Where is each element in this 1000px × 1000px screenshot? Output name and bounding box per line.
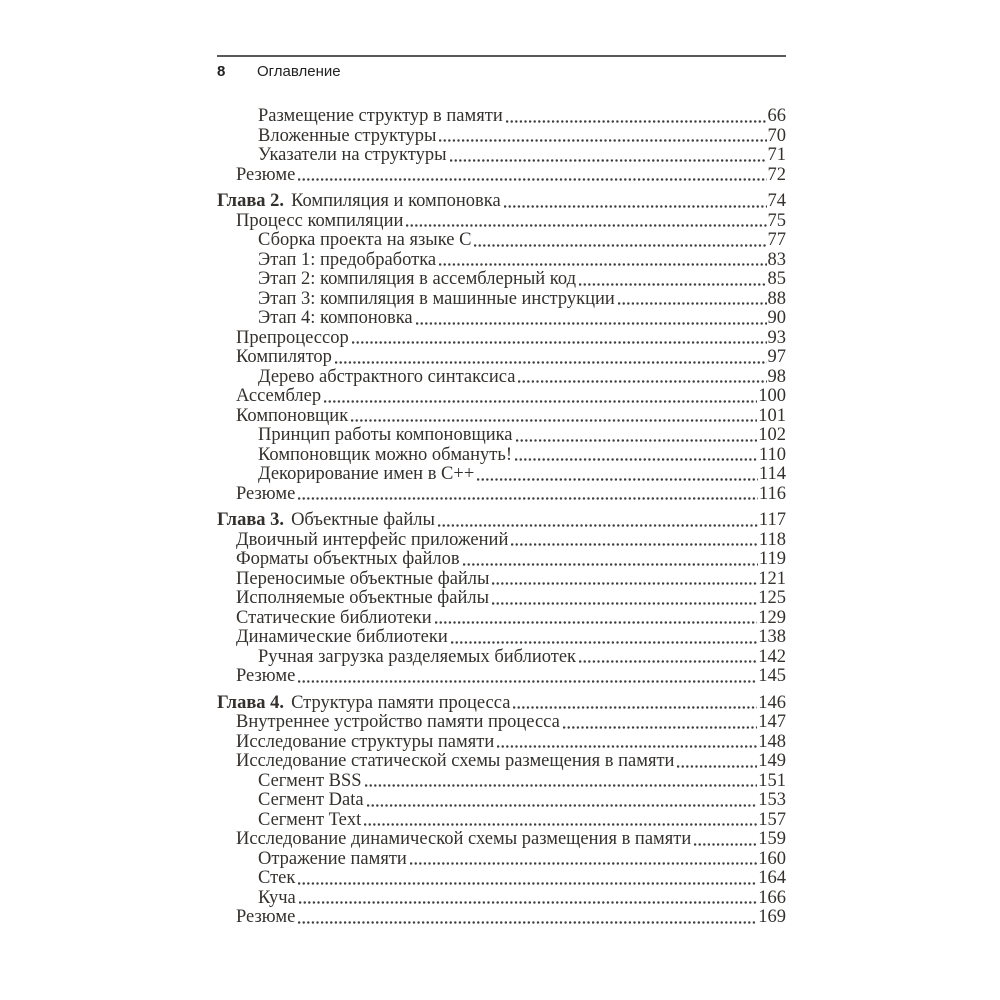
toc-entry-title: Объектные файлы (291, 510, 435, 530)
toc-entry-page: 146 (758, 692, 786, 713)
dot-leader (451, 640, 758, 645)
toc-entry-title: Стек (258, 868, 296, 888)
toc-entry-page: 98 (767, 366, 786, 387)
toc-entry-title: Переносимые объектные файлы (236, 568, 490, 589)
toc-entry-page: 138 (758, 627, 786, 647)
toc-entry (217, 192, 786, 212)
toc-entry (217, 772, 786, 792)
toc-entry (217, 830, 786, 850)
toc-entry-page: 100 (758, 386, 786, 406)
dot-leader (518, 379, 766, 384)
toc-entry-page: 85 (767, 269, 786, 289)
toc-entry-page: 117 (758, 510, 786, 530)
toc-entry (217, 446, 786, 466)
toc-entry-title: Принцип работы компоновщика (258, 425, 513, 445)
toc-entry-title: Вложенные структуры (258, 125, 437, 146)
toc-entry-title: Внутреннее устройство памяти процесса (236, 712, 560, 732)
toc-entry-title: Резюме (236, 164, 296, 185)
dot-leader (450, 158, 767, 163)
dot-leader (492, 581, 757, 586)
toc-entry-page: 66 (767, 106, 786, 126)
toc-entry (217, 251, 786, 271)
dot-leader (352, 340, 767, 345)
dot-leader (298, 496, 758, 501)
toc-entry-title: Компоновщик (236, 405, 349, 426)
toc-entry (217, 387, 786, 407)
dot-leader (513, 705, 757, 710)
toc-entry-page: 125 (758, 588, 786, 608)
toc-entry (217, 270, 786, 290)
dot-leader (579, 659, 757, 664)
running-header-title: Оглавление (257, 63, 341, 80)
toc-entry (217, 589, 786, 609)
toc-entry (217, 107, 786, 127)
toc-entry-title: Этап 2: компиляция в ассемблерный код (258, 269, 576, 289)
toc-entry-title: Этап 4: компоновка (258, 308, 413, 328)
toc-entry-page: 129 (758, 607, 786, 628)
toc-entry (217, 231, 786, 251)
toc-entry-page: 97 (767, 347, 786, 367)
toc-entry-title: Этап 1: предобработка (258, 249, 437, 270)
header-rule (217, 55, 786, 57)
toc-entry-page: 142 (758, 646, 786, 667)
toc-entry-title: Компоновщик можно обмануть! (258, 444, 512, 465)
toc-entry (217, 407, 786, 427)
toc-entry (217, 309, 786, 329)
toc-entry (217, 667, 786, 687)
toc-entry (217, 908, 786, 928)
dot-leader (515, 457, 758, 462)
toc-entry-title: Сегмент Text (258, 809, 362, 830)
toc-entry (217, 127, 786, 147)
toc-entry-page: 75 (767, 210, 786, 231)
toc-entry-page: 101 (758, 405, 786, 426)
toc-entry-page: 88 (767, 288, 786, 309)
toc-entry-page: 71 (767, 145, 786, 165)
toc-entry-title: Резюме (236, 666, 296, 686)
dot-leader (299, 900, 758, 905)
toc-entry-title: Сборка проекта на языке C (258, 230, 472, 250)
dot-leader (298, 881, 757, 886)
toc-entry (217, 869, 786, 889)
toc-entry (217, 791, 786, 811)
toc-entry-page: 83 (767, 249, 786, 270)
dot-leader (563, 725, 757, 730)
toc-entry-page: 114 (758, 464, 786, 484)
toc-entry (217, 511, 786, 531)
dot-leader (324, 399, 757, 404)
toc-entry-title: Исследование статической схемы размещения в памяти (236, 751, 675, 771)
toc-entry-title: Статические библиотеки (236, 607, 432, 628)
toc-entry-title: Куча (258, 887, 296, 908)
toc-entry-title: Препроцессор (236, 327, 349, 348)
toc-entry (217, 531, 786, 551)
toc-entry-page: 77 (767, 230, 786, 250)
toc-entry-title: Сегмент Data (258, 790, 364, 810)
toc-entry-page: 160 (758, 848, 786, 869)
page-number: 8 (217, 63, 226, 80)
dot-leader (474, 243, 766, 248)
toc-entry (217, 628, 786, 648)
toc-entry-page: 159 (758, 829, 786, 849)
toc-entry-title: Ассемблер (236, 386, 322, 406)
toc-entry-page: 151 (758, 770, 786, 791)
running-header (217, 62, 786, 82)
dot-leader (406, 223, 766, 228)
toc-entry-page: 116 (758, 483, 786, 504)
toc-entry-page: 70 (767, 125, 786, 146)
toc-entry (217, 752, 786, 772)
toc-entry (217, 212, 786, 232)
dot-leader (367, 803, 758, 808)
dot-leader (579, 282, 767, 287)
dot-leader (516, 438, 758, 443)
dot-leader (438, 523, 758, 528)
dot-leader (492, 601, 757, 606)
table-of-contents (217, 107, 786, 928)
toc-entry-page: 119 (758, 549, 786, 569)
dot-leader (298, 177, 766, 182)
toc-entry (217, 609, 786, 629)
toc-entry (217, 889, 786, 909)
toc-entry-page: 166 (758, 887, 786, 908)
toc-entry-title: Исследование динамической схемы размещения в памяти (236, 829, 692, 849)
toc-entry-title: Динамические библиотеки (236, 627, 448, 647)
toc-entry-title: Сегмент BSS (258, 770, 362, 791)
toc-entry-title: Резюме (236, 483, 296, 504)
toc-entry (217, 648, 786, 668)
toc-entry-page: 102 (758, 425, 786, 445)
toc-entry-title: Структура памяти процесса (291, 692, 511, 713)
toc-entry-title: Дерево абстрактного синтаксиса (258, 366, 516, 387)
toc-entry-page: 145 (758, 666, 786, 686)
dot-leader (463, 562, 758, 567)
toc-entry (217, 290, 786, 310)
toc-entry-page: 118 (758, 529, 786, 550)
dot-leader (511, 542, 758, 547)
toc-entry (217, 570, 786, 590)
toc-entry (217, 146, 786, 166)
dot-leader (364, 822, 757, 827)
toc-entry-title: Декорирование имен в C++ (258, 464, 475, 484)
toc-entry (217, 166, 786, 186)
dot-leader (410, 861, 757, 866)
toc-entry (217, 850, 786, 870)
toc-entry-title: Этап 3: компиляция в машинные инструкции (258, 288, 615, 309)
toc-entry-title: Процесс компиляции (236, 210, 404, 231)
toc-entry (217, 694, 786, 714)
dot-leader (618, 301, 767, 306)
dot-leader (351, 418, 757, 423)
toc-entry (217, 329, 786, 349)
toc-entry-page: 74 (767, 191, 786, 211)
toc-entry-page: 147 (758, 712, 786, 732)
toc-entry-title: Исполняемые объектные файлы (236, 588, 490, 608)
toc-entry-title: Компилятор (236, 347, 332, 367)
toc-entry-page: 149 (758, 751, 786, 771)
dot-leader (435, 620, 758, 625)
dot-leader (504, 204, 767, 209)
toc-entry-page: 157 (758, 809, 786, 830)
toc-entry-page: 169 (758, 907, 786, 927)
dot-leader (298, 679, 757, 684)
dot-leader (365, 783, 758, 788)
dot-leader (477, 477, 758, 482)
toc-entry-page: 164 (758, 868, 786, 888)
toc-entry-page: 93 (767, 327, 786, 348)
toc-entry-page: 72 (767, 164, 786, 185)
toc-chapter-label: Глава 3. (217, 510, 285, 530)
toc-entry (217, 348, 786, 368)
toc-entry (217, 465, 786, 485)
toc-entry-title: Исследование структуры памяти (236, 731, 495, 752)
dot-leader (439, 262, 766, 267)
dot-leader (439, 138, 766, 143)
toc-entry (217, 368, 786, 388)
toc-entry-title: Форматы объектных файлов (236, 549, 460, 569)
toc-chapter-label: Глава 2. (217, 191, 285, 211)
toc-entry (217, 485, 786, 505)
toc-entry-title: Отражение памяти (258, 848, 407, 869)
toc-entry-page: 153 (758, 790, 786, 810)
dot-leader (497, 744, 757, 749)
toc-entry (217, 426, 786, 446)
dot-leader (677, 764, 757, 769)
toc-entry-title: Компиляция и компоновка (291, 191, 501, 211)
toc-entry-page: 121 (758, 568, 786, 589)
toc-entry-title: Ручная загрузка разделяемых библиотек (258, 646, 577, 667)
toc-entry (217, 733, 786, 753)
toc-entry-title: Двоичный интерфейс приложений (236, 529, 509, 550)
toc-entry-title: Указатели на структуры (258, 145, 447, 165)
dot-leader (694, 842, 757, 847)
toc-entry-page: 148 (758, 731, 786, 752)
page-content (217, 49, 786, 928)
toc-entry-page: 110 (758, 444, 786, 465)
toc-entry-title: Размещение структур в памяти (258, 106, 503, 126)
toc-entry (217, 713, 786, 733)
toc-entry-page: 90 (767, 308, 786, 328)
toc-entry (217, 811, 786, 831)
dot-leader (416, 321, 767, 326)
dot-leader (298, 920, 757, 925)
toc-entry (217, 550, 786, 570)
dot-leader (506, 119, 767, 124)
toc-chapter-label: Глава 4. (217, 692, 285, 713)
dot-leader (335, 360, 767, 365)
toc-entry-title: Резюме (236, 907, 296, 927)
